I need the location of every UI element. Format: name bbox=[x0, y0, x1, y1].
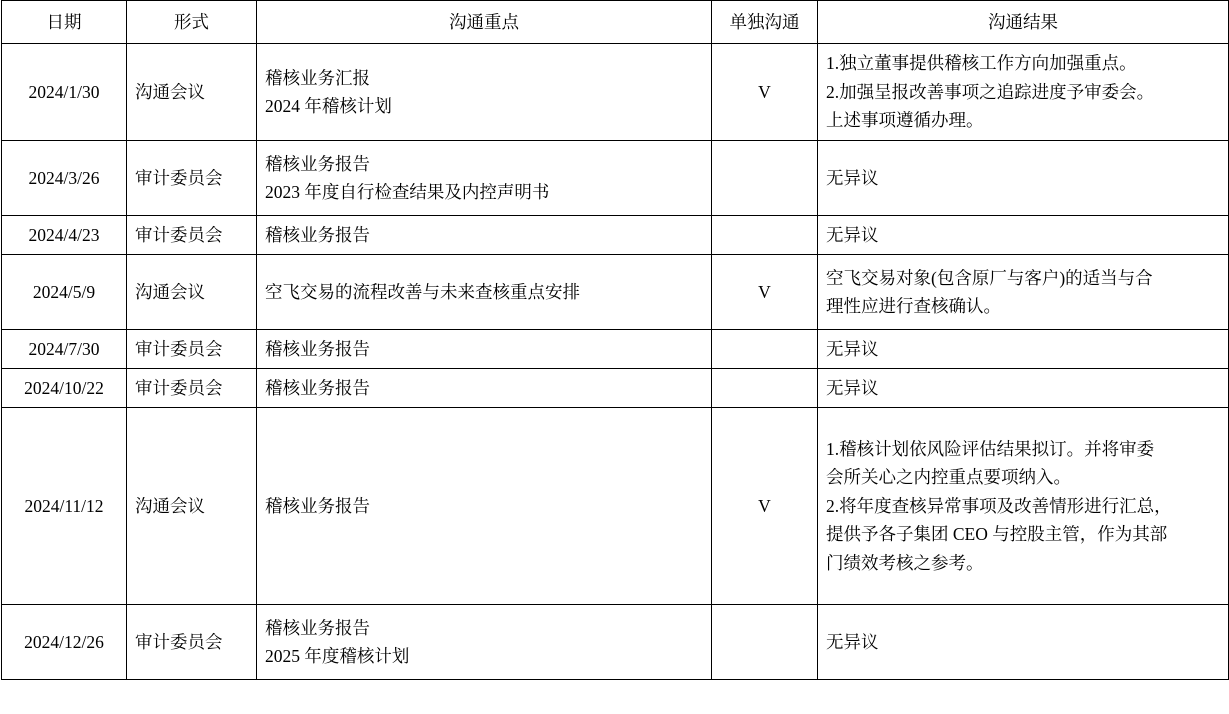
cell-focus-line: 2025 年度稽核计划 bbox=[265, 646, 410, 666]
cell-form: 审计委员会 bbox=[127, 216, 257, 255]
cell-alone-mark bbox=[712, 369, 818, 408]
cell-focus-line: 稽核业务报告 bbox=[265, 153, 370, 174]
cell-focus-line: 2023 年度自行检查结果及内控声明书 bbox=[265, 182, 550, 202]
column-header-focus: 沟通重点 bbox=[257, 1, 712, 44]
cell-alone-mark bbox=[712, 605, 818, 680]
column-header-result: 沟通结果 bbox=[818, 1, 1229, 44]
cell-result-line: 无异议 bbox=[826, 224, 879, 245]
cell-date: 2024/11/12 bbox=[2, 408, 127, 605]
cell-alone-mark: V bbox=[712, 255, 818, 330]
column-header-date: 日期 bbox=[2, 1, 127, 44]
cell-focus-line: 稽核业务报告 bbox=[265, 495, 370, 516]
cell-result bbox=[818, 255, 1229, 330]
cell-result-line: 门绩效考核之参考。 bbox=[826, 552, 984, 573]
cell-result bbox=[818, 44, 1229, 141]
cell-form: 审计委员会 bbox=[127, 605, 257, 680]
cell-result-line: 无异议 bbox=[826, 167, 879, 188]
cell-date: 2024/3/26 bbox=[2, 141, 127, 216]
table-row bbox=[2, 605, 1229, 680]
cell-result-line: 无异议 bbox=[826, 377, 879, 398]
table-row bbox=[2, 216, 1229, 255]
cell-date: 2024/12/26 bbox=[2, 605, 127, 680]
cell-result-line: 2.加强呈报改善事项之追踪进度予审委会。 bbox=[826, 81, 1155, 102]
cell-focus-line: 2024 年稽核计划 bbox=[265, 96, 392, 116]
table-row bbox=[2, 141, 1229, 216]
cell-alone-mark bbox=[712, 141, 818, 216]
cell-focus bbox=[257, 408, 712, 605]
cell-focus bbox=[257, 330, 712, 369]
cell-date: 2024/1/30 bbox=[2, 44, 127, 141]
cell-focus bbox=[257, 216, 712, 255]
column-header-alone: 单独沟通 bbox=[712, 1, 818, 44]
cell-result-line: 理性应进行查核确认。 bbox=[826, 296, 1001, 316]
cell-result bbox=[818, 408, 1229, 605]
cell-result-line: 上述事项遵循办理。 bbox=[826, 110, 984, 131]
cell-focus bbox=[257, 369, 712, 408]
table-header-row bbox=[2, 1, 1229, 44]
cell-date: 2024/5/9 bbox=[2, 255, 127, 330]
cell-result bbox=[818, 605, 1229, 680]
table-row bbox=[2, 408, 1229, 605]
cell-result-line: 无异议 bbox=[826, 631, 879, 652]
cell-date: 2024/4/23 bbox=[2, 216, 127, 255]
cell-result-line: 提供予各子集团 CEO 与控股主管，作为其部 bbox=[826, 524, 1168, 545]
cell-focus-line: 空飞交易的流程改善与未来查核重点安排 bbox=[265, 281, 580, 302]
table-row bbox=[2, 44, 1229, 141]
cell-focus-line: 稽核业务汇报 bbox=[265, 67, 370, 88]
cell-alone-mark bbox=[712, 330, 818, 369]
cell-alone-mark bbox=[712, 216, 818, 255]
cell-form: 沟通会议 bbox=[127, 255, 257, 330]
communication-table bbox=[1, 0, 1229, 680]
cell-date: 2024/10/22 bbox=[2, 369, 127, 408]
cell-form: 沟通会议 bbox=[127, 408, 257, 605]
cell-form: 审计委员会 bbox=[127, 141, 257, 216]
cell-result-line: 2.将年度查核异常事项及改善情形进行汇总， bbox=[826, 495, 1172, 516]
cell-focus-line: 稽核业务报告 bbox=[265, 224, 370, 245]
cell-focus bbox=[257, 605, 712, 680]
table-row bbox=[2, 369, 1229, 408]
cell-focus-line: 稽核业务报告 bbox=[265, 377, 370, 398]
cell-focus-line: 稽核业务报告 bbox=[265, 338, 370, 359]
table-row bbox=[2, 330, 1229, 369]
cell-result-line: 空飞交易对象(包含原厂与客户)的适当与合 bbox=[826, 267, 1153, 288]
table-header bbox=[2, 1, 1229, 44]
cell-result-line: 会所关心之内控重点要项纳入。 bbox=[826, 467, 1071, 488]
table-row bbox=[2, 255, 1229, 330]
cell-result-line: 1.独立董事提供稽核工作方向加强重点。 bbox=[826, 53, 1137, 74]
cell-form: 沟通会议 bbox=[127, 44, 257, 141]
cell-focus-line: 稽核业务报告 bbox=[265, 617, 370, 638]
cell-date: 2024/7/30 bbox=[2, 330, 127, 369]
column-header-form: 形式 bbox=[127, 1, 257, 44]
cell-alone-mark: V bbox=[712, 408, 818, 605]
cell-focus bbox=[257, 255, 712, 330]
cell-alone-mark: V bbox=[712, 44, 818, 141]
cell-form: 审计委员会 bbox=[127, 330, 257, 369]
cell-focus bbox=[257, 141, 712, 216]
cell-result bbox=[818, 369, 1229, 408]
cell-result bbox=[818, 141, 1229, 216]
cell-focus bbox=[257, 44, 712, 141]
cell-form: 审计委员会 bbox=[127, 369, 257, 408]
cell-result-line: 1.稽核计划依风险评估结果拟订。并将审委 bbox=[826, 439, 1155, 460]
cell-result bbox=[818, 330, 1229, 369]
cell-result bbox=[818, 216, 1229, 255]
table-body bbox=[2, 44, 1229, 680]
cell-result-line: 无异议 bbox=[826, 338, 879, 359]
